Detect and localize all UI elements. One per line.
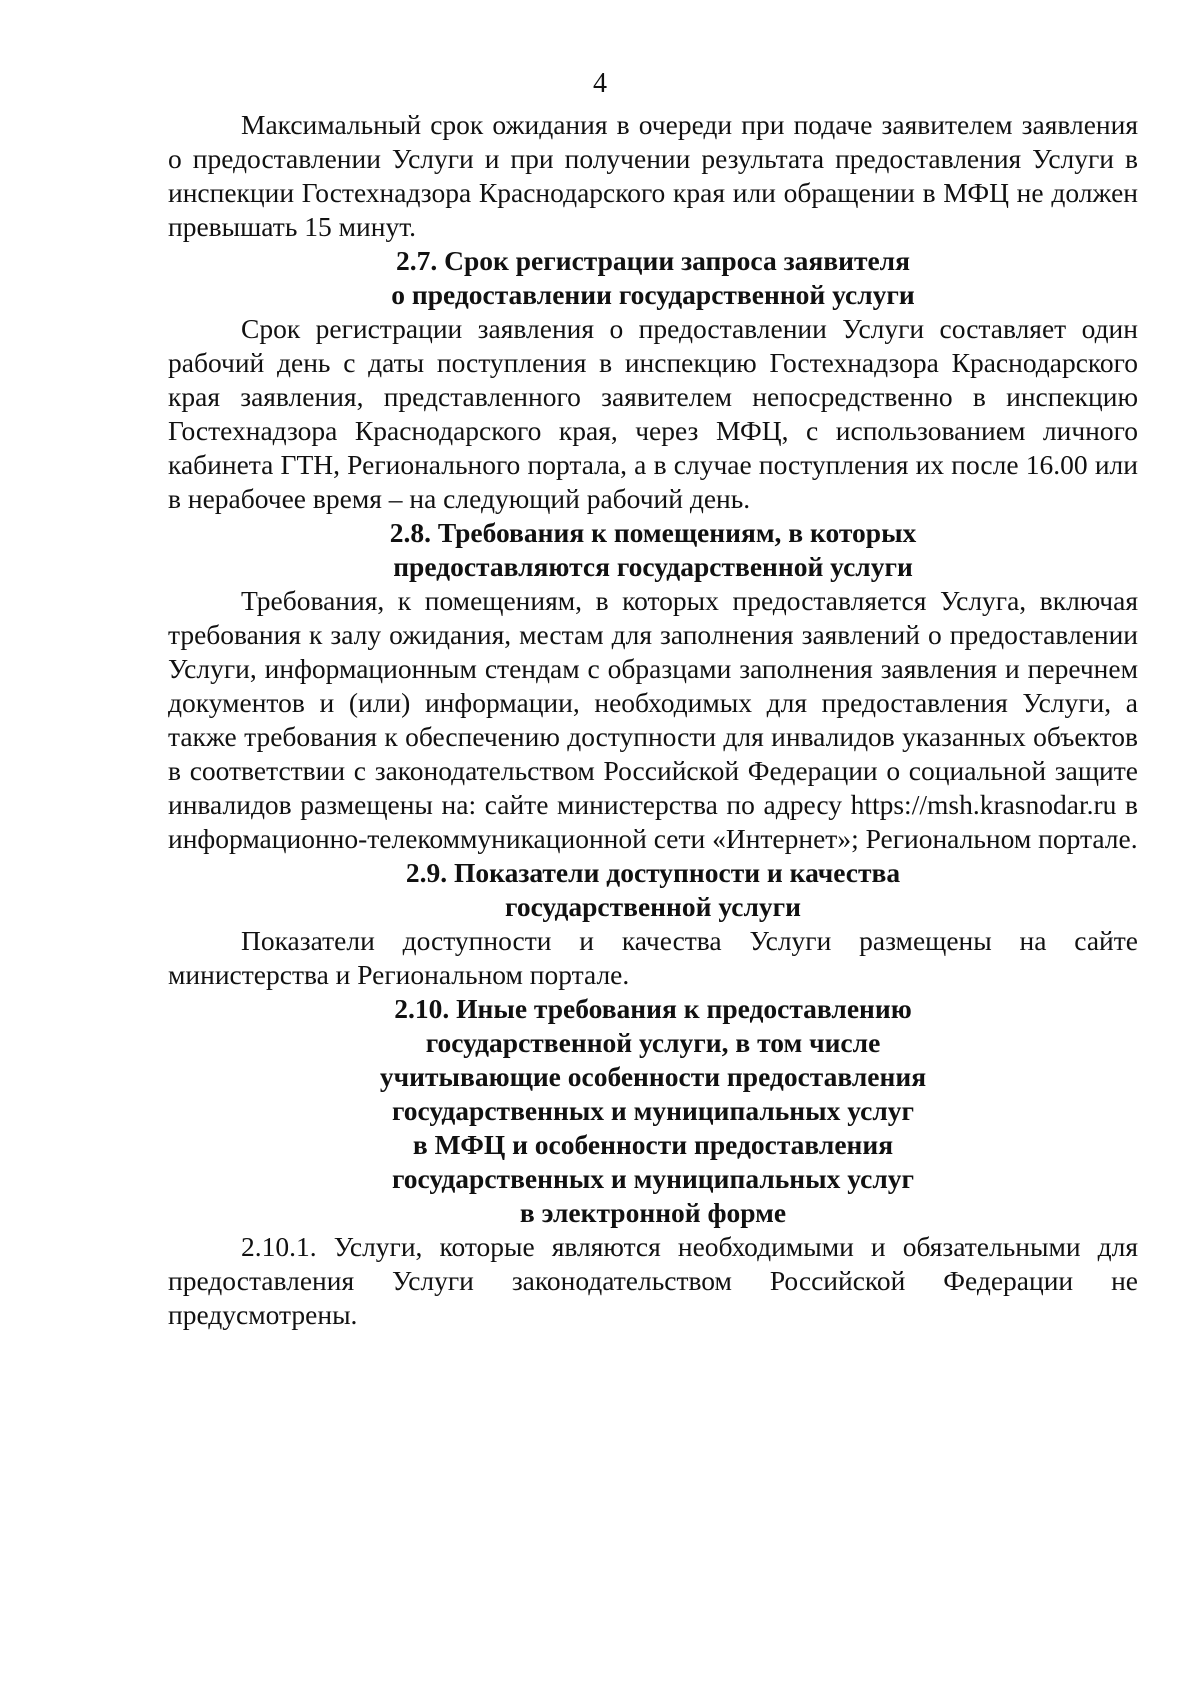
page-number: 4	[593, 68, 607, 99]
paragraph-2-10-1: 2.10.1. Услуги, которые являются необходимыми и обязательными для предоставления Услуги законодательством Российской Федерации не предусмотрены.	[168, 1231, 1138, 1330]
heading-2-10-line-5: в МФЦ и особенности предоставления	[412, 1129, 894, 1160]
paragraph-accessibility-indicators: Показатели доступности и качества Услуги размещены на сайте министерства и Региональном портале.	[168, 925, 1138, 990]
heading-2-10	[168, 992, 1138, 1230]
paragraph-premises-requirements: Требования, к помещениям, в которых предоставляется Услуга, включая требования к залу ожидания, местам для заполнения заявлений о предоставлении Услуги, информационным стендам с образцами заполнения заявления и перечнем документов и (или) информации, необходимых для предоставления Услуги, а также требования к обеспечению доступности для инвалидов указанных объектов в соответствии с законодательством Российской Федерации о социальной защите инвалидов размещены на: сайте министерства по адресу https://msh.krasnodar.ru в информационно-телекоммуникационной сети «Интернет»; Региональном портале.	[168, 585, 1138, 854]
heading-2-9	[168, 856, 1138, 924]
heading-2-10-line-7: в электронной форме	[519, 1197, 787, 1228]
document-body	[168, 108, 1138, 1332]
heading-2-10-line-2: государственной услуги, в том числе	[425, 1027, 881, 1058]
paragraph-queue-wait-time: Максимальный срок ожидания в очереди при подаче заявителем заявления о предоставлении Услуги и при получении результата предоставления Услуги в инспекции Гостехнадзора Краснодарского края или обращении в МФЦ не должен превышать 15 минут.	[168, 109, 1138, 242]
paragraph-registration-term: Срок регистрации заявления о предоставлении Услуги составляет один рабочий день с даты поступления в инспекцию Гостехнадзора Краснодарского края заявления, представленного заявителем непосредственно в инспекцию Гостехнадзора Краснодарского края, через МФЦ, с использованием личного кабинета ГТН, Регионального портала, а в случае поступления их после 16.00 или в нерабочее время – на следующий рабочий день.	[168, 313, 1138, 514]
heading-2-7-line-2: о предоставлении государственной услуги	[391, 279, 915, 310]
heading-2-8-line-2: предоставляются государственной услуги	[393, 551, 913, 582]
heading-2-9-line-1: 2.9. Показатели доступности и качества	[405, 857, 901, 888]
heading-2-7	[168, 244, 1138, 312]
heading-2-10-line-6: государственных и муниципальных услуг	[391, 1163, 915, 1194]
heading-2-9-line-2: государственной услуги	[505, 891, 801, 922]
heading-2-10-line-3: учитывающие особенности предоставления	[379, 1061, 927, 1092]
heading-2-7-line-1: 2.7. Срок регистрации запроса заявителя	[396, 245, 910, 276]
heading-2-8	[168, 516, 1138, 584]
heading-2-10-line-1: 2.10. Иные требования к предоставлению	[394, 993, 912, 1024]
heading-2-10-line-4: государственных и муниципальных услуг	[391, 1095, 915, 1126]
heading-2-8-line-1: 2.8. Требования к помещениям, в которых	[389, 517, 917, 548]
